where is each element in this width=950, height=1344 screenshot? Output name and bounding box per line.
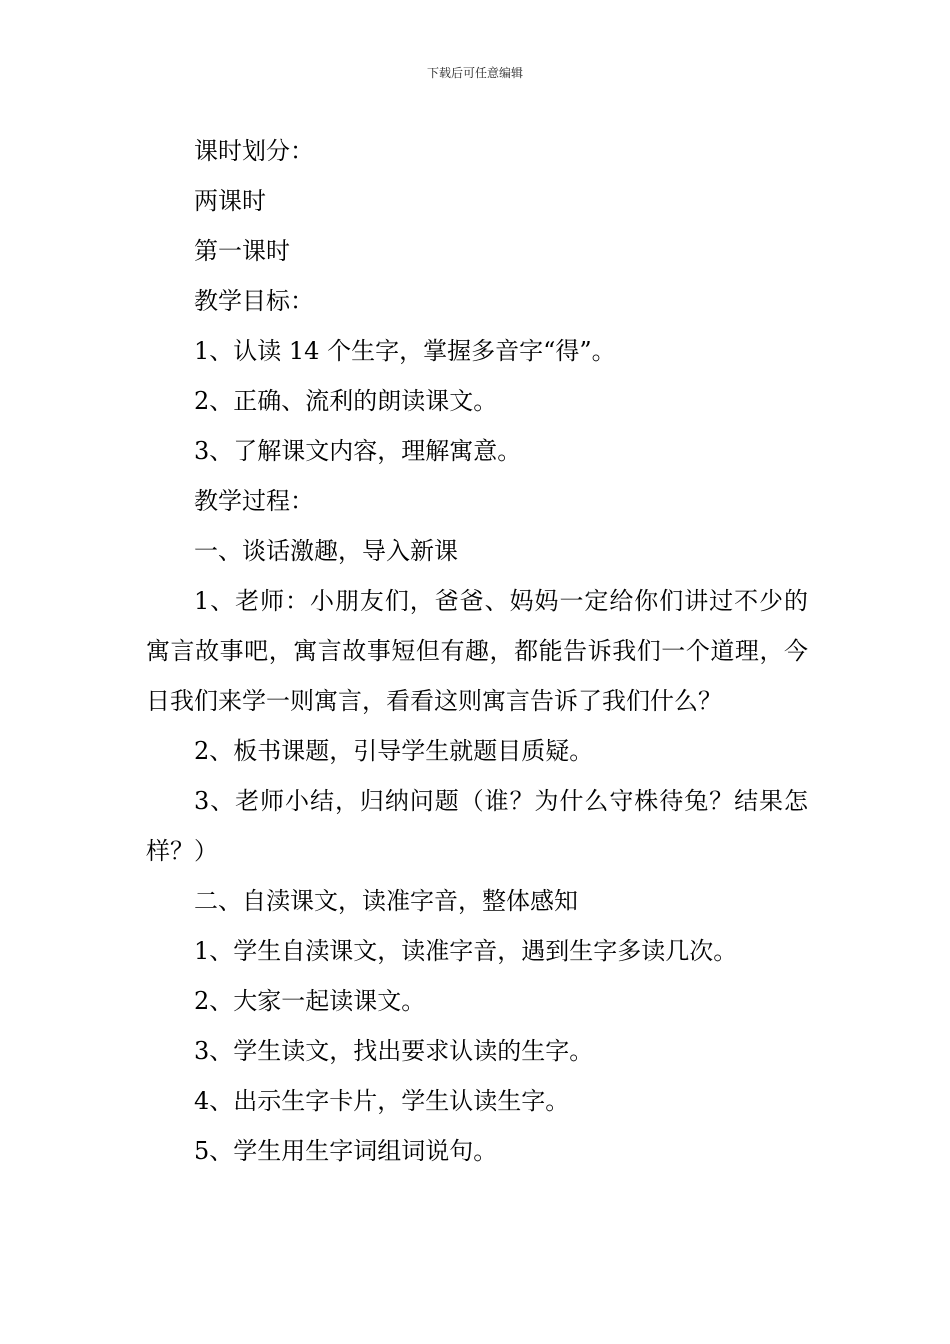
section-heading-teaching-process: 教学过程： [194, 487, 314, 515]
process-heading-1: 一、谈话激趣，导入新课 [194, 537, 458, 565]
goal-item-1: 1、认读 14 个生字，掌握多音字“得”。 [194, 337, 616, 365]
process-item-2-1: 1、学生自渎课文，读准字音，遇到生字多读几次。 [194, 937, 738, 965]
page-header: 下载后可任意编辑 [426, 66, 523, 80]
process-item-2-5: 5、学生用生字词组词说句。 [194, 1137, 498, 1165]
goal-item-2: 2、正确、流利的朗读课文。 [194, 387, 498, 415]
process-heading-2: 二、自渎课文，读准字音，整体感知 [194, 887, 578, 915]
process-item-2-4: 4、出示生字卡片，学生认读生字。 [194, 1087, 570, 1115]
goal-item-3: 3、了解课文内容，理解寓意。 [194, 437, 522, 465]
process-item-1-3: 3、老师小结，归纳问题（谁？为什么守株待兔？结果怎样？） [146, 787, 808, 865]
process-item-1-2: 2、板书课题，引导学生就题目质疑。 [194, 737, 594, 765]
process-item-2-2: 2、大家一起读课文。 [194, 987, 426, 1015]
process-item-2-3: 3、学生读文，找出要求认读的生字。 [194, 1037, 594, 1065]
document-body [146, 126, 808, 1176]
paragraph-lesson-count: 两课时 [194, 187, 266, 215]
section-heading-first-lesson: 第一课时 [194, 237, 290, 265]
section-heading-teaching-goals: 教学目标： [194, 287, 314, 315]
section-heading-lesson-division: 课时划分： [194, 137, 314, 165]
process-item-1-1: 1、老师：小朋友们，爸爸、妈妈一定给你们讲过不少的寓言故事吧，寓言故事短但有趣，都能告诉我们一个道理，今日我们来学一则寓言，看看这则寓言告诉了我们什么？ [146, 587, 808, 715]
